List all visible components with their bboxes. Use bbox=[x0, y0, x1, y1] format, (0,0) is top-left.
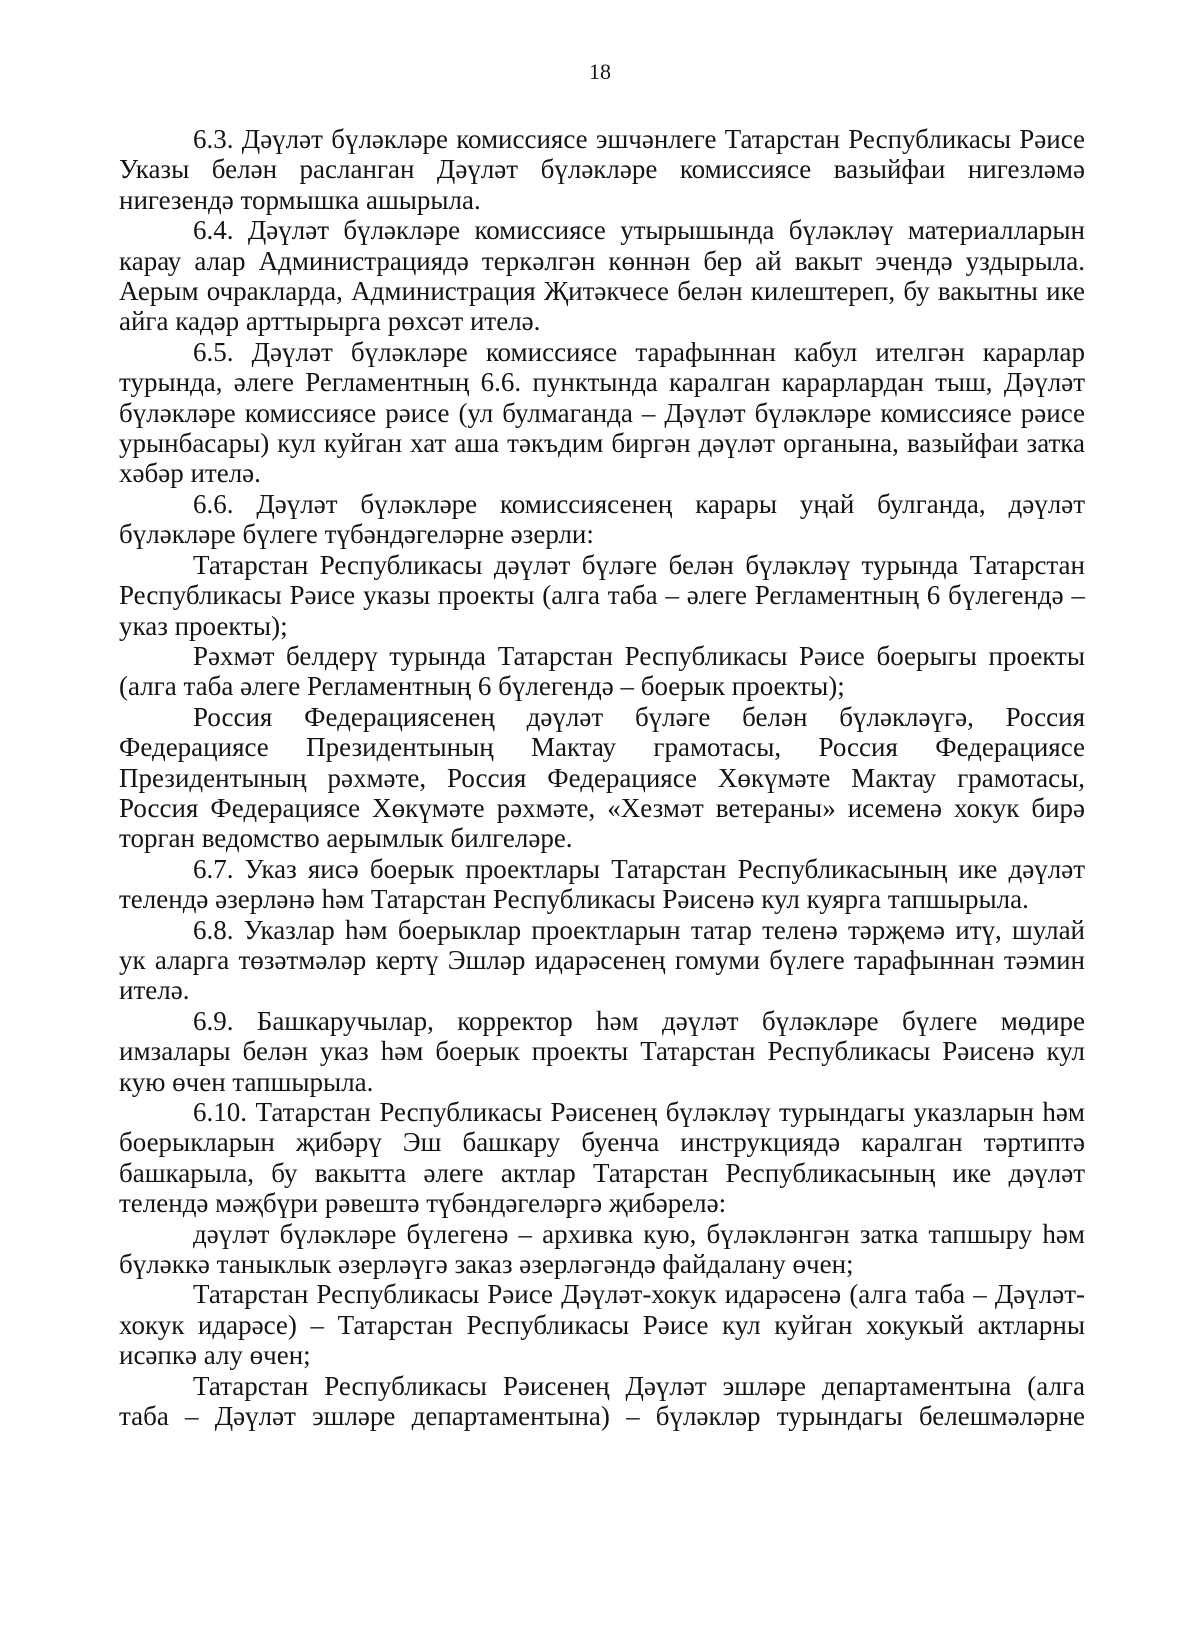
paragraph-6-4: 6.4. Дәүләт бүләкләре комиссиясе утырышында бүләкләү материалларын карау алар Администрациядә теркәлгән көннән бер ай вакыт эчендә уздырыла. Аерым очракларда, Администрация Җитәкчесе белән килештереп, бу вакытны ике айга кадәр арттырырга рөхсәт ителә. bbox=[119, 215, 1085, 337]
list-item-state-affairs-department: Татарстан Республикасы Рәисенең Дәүләт эшләре департаментына (алга таба – Дәүләт эшләре департаментына) – бүләкләр турындагы белешмәләрне bbox=[119, 1370, 1085, 1432]
list-item-boeryk-project: Рәхмәт белдерү турында Татарстан Республикасы Рәисе боерыгы проекты (алга таба әлеге Регламентның 6 бүлегендә – боерык проекты); bbox=[119, 640, 1085, 702]
list-item-awards-department: дәүләт бүләкләре бүлегенә – архивка кую, бүләкләнгән затка тапшыру һәм бүләккә таныклык әзерләүгә заказ әзерләгәндә файдалану өчен; bbox=[119, 1218, 1085, 1280]
paragraph-6-5: 6.5. Дәүләт бүләкләре комиссиясе тарафыннан кабул ителгән карарлар турында, әлеге Регламентның 6.6. пунктында каралган карарлардан тыш, Дәүләт бүләкләре комиссиясе рәисе (ул булмаганда – Дәүләт бүләкләре комиссиясе рәисе урынбасары) кул куйган хат аша тәкъдим биргән дәүләт органына, вазыйфаи затка хәбәр ителә. bbox=[119, 336, 1085, 489]
list-item-state-legal-department: Татарстан Республикасы Рәисе Дәүләт-хокук идарәсенә (алга таба – Дәүләт-хокук идарәсе) – Татарстан Республикасы Рәисе кул куйган хокукый актларны исәпкә алу өчен; bbox=[119, 1279, 1085, 1371]
paragraph-6-8: 6.8. Указлар һәм боерыклар проектларын татар теленә тәрҗемә итү, шулай ук аларга төзәтмәләр кертү Эшләр идарәсенең гомуми бүлеге тарафыннан тәэмин ителә. bbox=[119, 914, 1085, 1006]
document-body bbox=[119, 124, 1085, 1431]
list-item-rf-awards: Россия Федерациясенең дәүләт бүләге белән бүләкләүгә, Россия Федерациясе Президентының Мактау грамотасы, Россия Федерациясе Президентының рәхмәте, Россия Федерациясе Хөкүмәте Мактау грамотасы, Россия Федерациясе Хөкүмәте рәхмәте, «Хезмәт ветераны» исеменә хокук бирә торган ведомство аерымлык билгеләре. bbox=[119, 701, 1085, 854]
paragraph-6-6: 6.6. Дәүләт бүләкләре комиссиясенең карары уңай булганда, дәүләт бүләкләре бүлеге түбәндәгеләрне әзерли: bbox=[119, 488, 1085, 550]
page-number: 18 bbox=[589, 59, 611, 84]
list-item-ukaz-project: Татарстан Республикасы дәүләт бүләге белән бүләкләү турында Татарстан Республикасы Рәисе указы проекты (алга таба – әлеге Регламентның 6 бүлегендә – указ проекты); bbox=[119, 549, 1085, 641]
paragraph-6-9: 6.9. Башкаручылар, корректор һәм дәүләт бүләкләре бүлеге мөдире имзалары белән указ һәм боерык проекты Татарстан Республикасы Рәисенә кул кую өчен тапшырыла. bbox=[119, 1005, 1085, 1097]
paragraph-6-10: 6.10. Татарстан Республикасы Рәисенең бүләкләү турындагы указларын һәм боерыкларын җибәрү Эш башкару буенча инструкциядә каралган тәртиптә башкарыла, бу вакытта әлеге актлар Татарстан Республикасының ике дәүләт телендә мәҗбүри рәвештә түбәндәгеләргә җибәрелә: bbox=[119, 1097, 1085, 1219]
paragraph-6-3: 6.3. Дәүләт бүләкләре комиссиясе эшчәнлеге Татарстан Республикасы Рәисе Указы белән расланган Дәүләт бүләкләре комиссиясе вазыйфаи нигезләмә нигезендә тормышка ашырыла. bbox=[119, 124, 1085, 215]
paragraph-6-7: 6.7. Указ яисә боерык проектлары Татарстан Республикасының ике дәүләт телендә әзерләнә һәм Татарстан Республикасы Рәисенә кул куярга тапшырыла. bbox=[119, 853, 1085, 915]
